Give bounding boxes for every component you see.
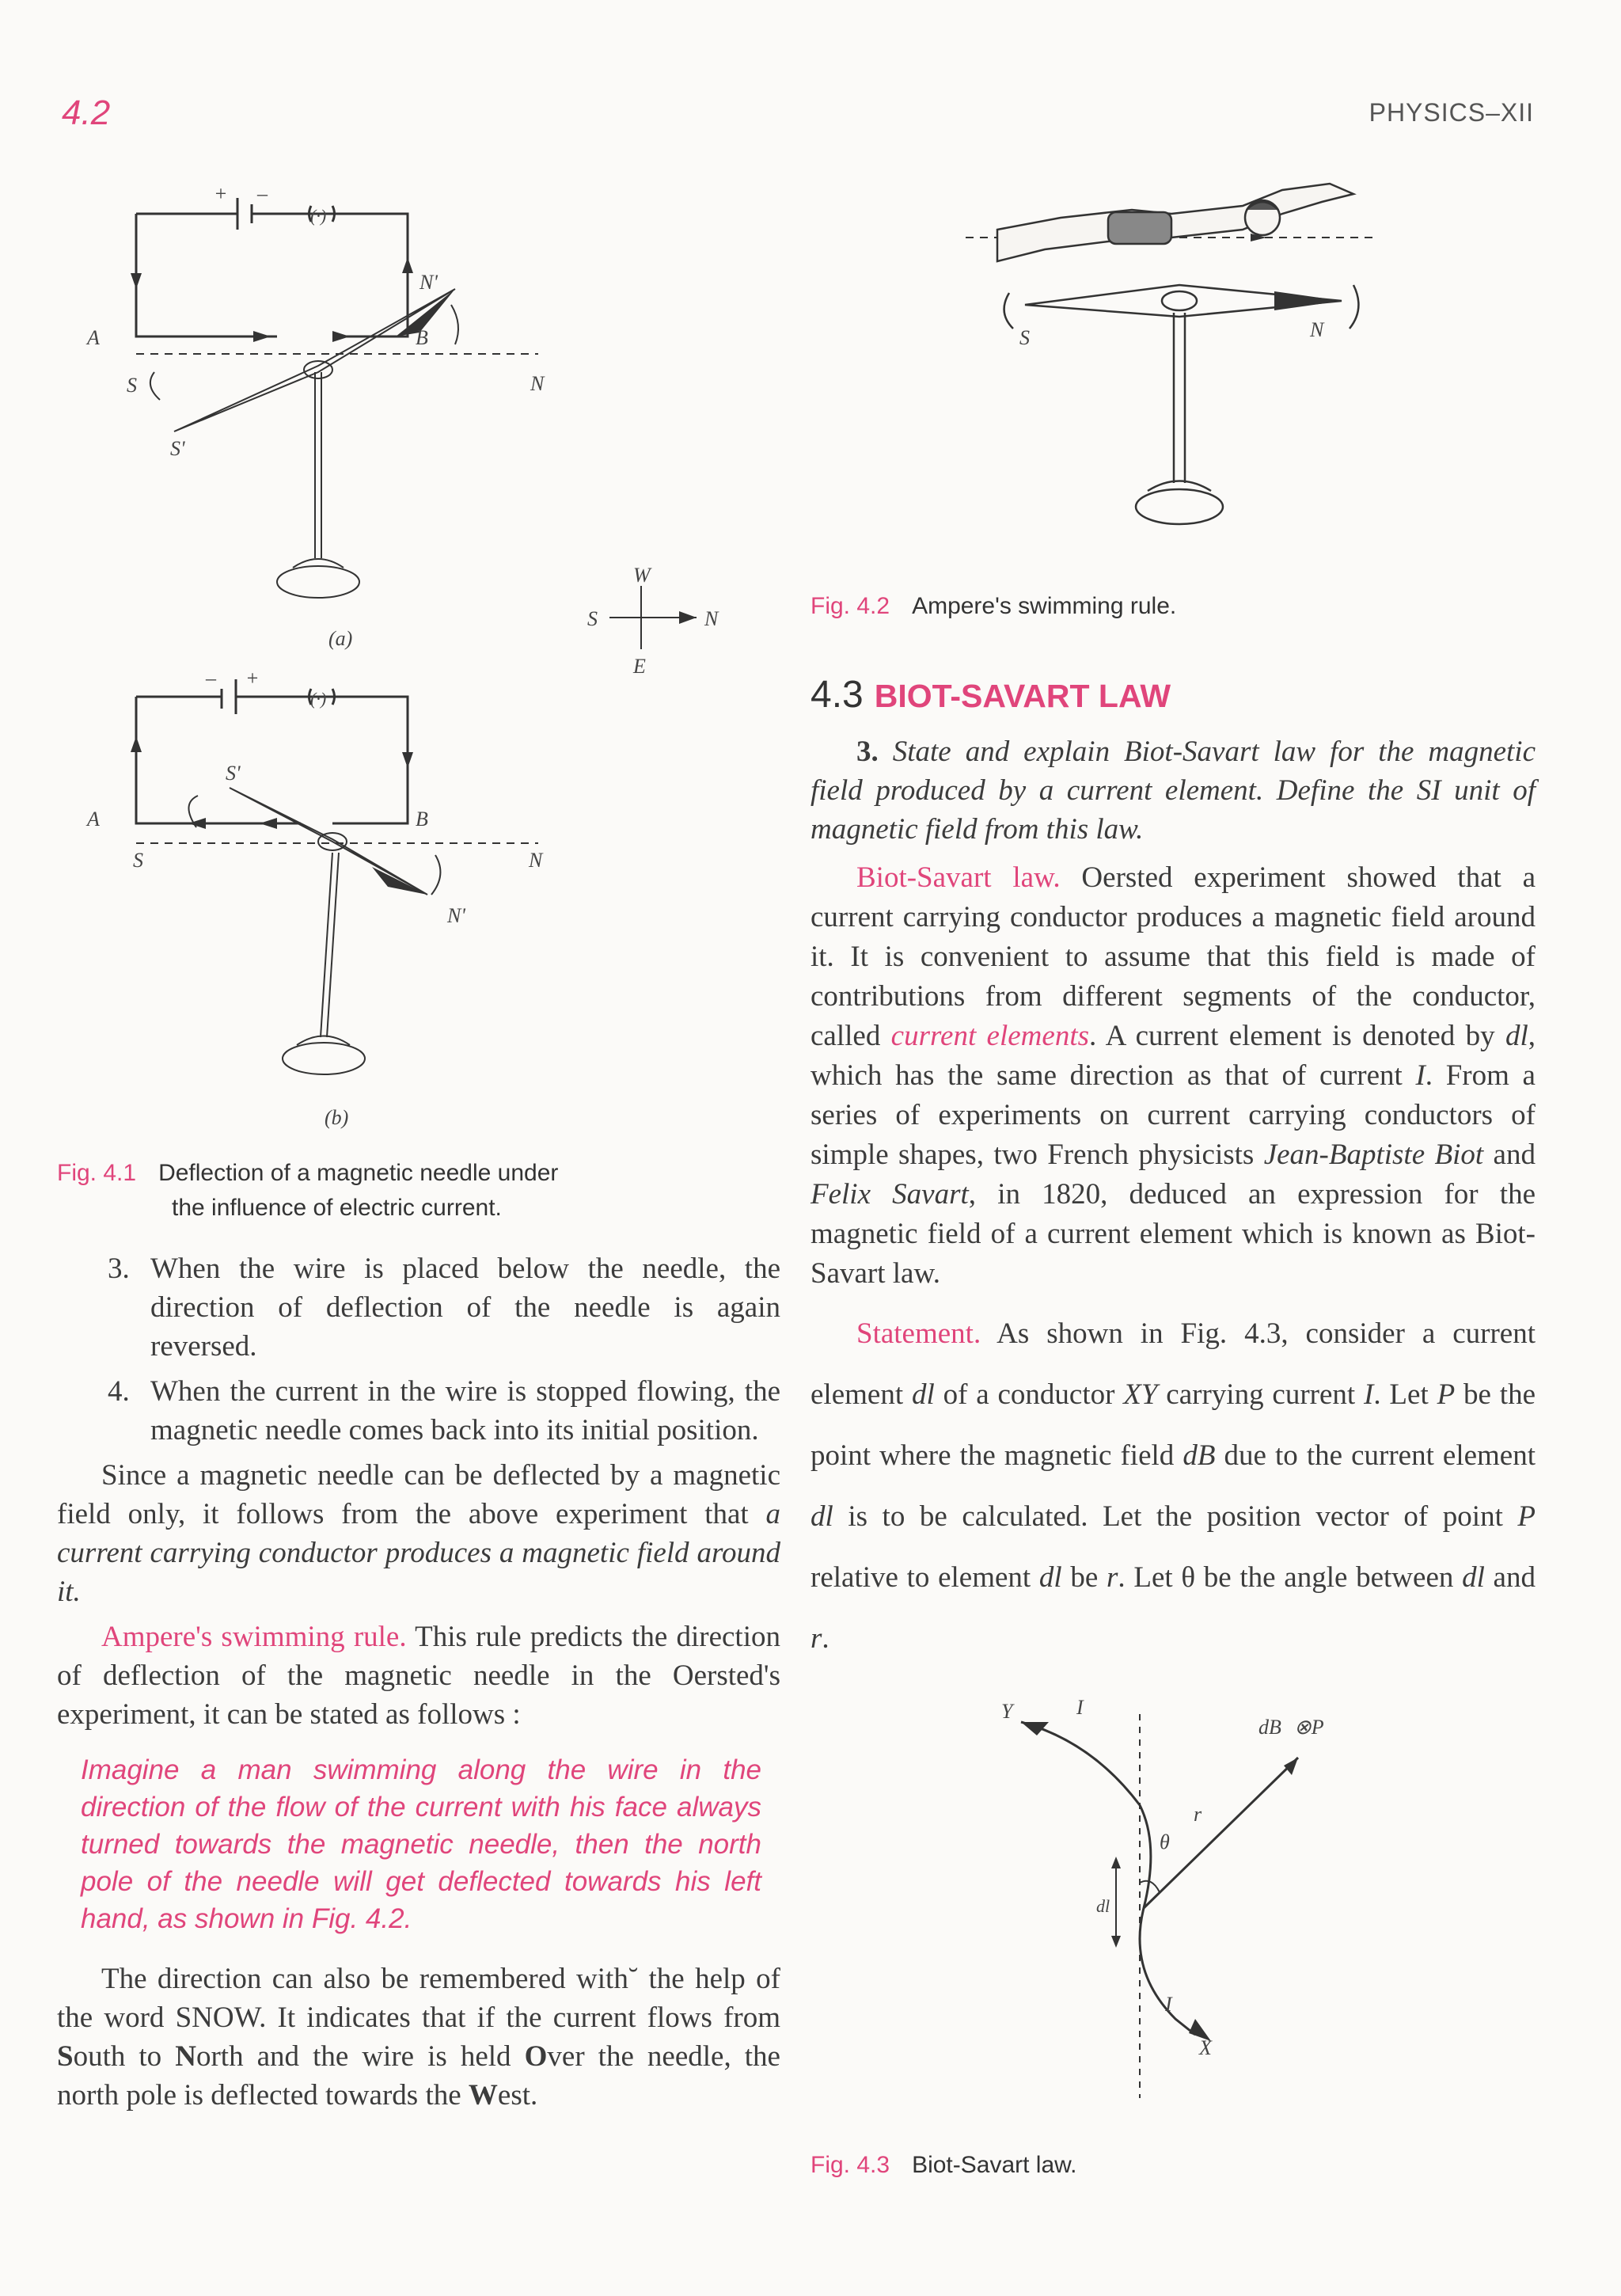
section-title: BIOT-SAVART LAW (874, 678, 1171, 714)
fig43-caption-label: Fig. 4.3 (810, 2152, 890, 2178)
para-conclusion: Since a magnetic needle can be deflected by a magnetic field only, it follows from the above experiment that a current carrying conductor produces a magnetic field around it. (57, 1459, 780, 1608)
fig42-label-N: N (1310, 318, 1324, 341)
para-ampere: Ampere's swimming rule. This rule predicts the direction of deflection of the magnetic needle in the Oersted's experiment, it can be stated as follows : (57, 1621, 780, 1731)
fig43-label-X: X (1199, 2036, 1212, 2059)
fig41b-label-N: N (529, 849, 543, 872)
right-column (810, 732, 1536, 1669)
fig43-caption-text: Biot-Savart law. (912, 2152, 1077, 2178)
list-item: 4. When the current in the wire is stopped flowing, the magnetic needle comes back into its initial position. (108, 1375, 780, 1446)
fig41a-label-N: N (530, 372, 545, 395)
fig41b-label-B: B (416, 808, 428, 831)
fig41-caption-line1: Deflection of a magnetic needle under (158, 1160, 559, 1186)
fig41b-label-S-prime: S' (226, 762, 241, 785)
fig43-caption (810, 2148, 1076, 2183)
ampere-heading: Ampere's swimming rule. (101, 1621, 407, 1653)
fig42-caption-text: Ampere's swimming rule. (912, 593, 1177, 619)
fig43-label-r: r (1194, 1803, 1202, 1826)
fig41-caption-label: Fig. 4.1 (57, 1160, 137, 1186)
fig41-caption-line2: the influence of electric current. (172, 1195, 502, 1221)
page-number: 4.2 (62, 93, 111, 132)
fig41a-label-S-prime: S' (170, 437, 185, 460)
fig41b-label-N-prime: N' (447, 904, 465, 927)
fig42-caption (810, 589, 1176, 624)
statement-heading: Statement. (856, 1317, 981, 1350)
fig41b-label-A: A (87, 808, 100, 831)
para-biot-savart: Biot-Savart law. Oersted experiment showed that a current carrying conductor produces a magnetic field around it. It is convenient to assume that this field is made of contributions from different segments of the conductor, called current elements. A current element is denoted by dl, which has the same direction as that of current I. From a series of experiments on current carrying conductors of simple shapes, two French physicists Jean-Baptiste Biot and Felix Savart, in 1820, deduced an expression for the magnetic field of a current element which is known as Biot-Savart law. (810, 861, 1536, 1290)
fig43-label-dB: dB (1258, 1716, 1281, 1739)
experiment-list (57, 1249, 780, 1450)
fig41b-plus: + (245, 667, 260, 690)
compass-W: W (633, 564, 651, 587)
section-heading (810, 673, 1171, 717)
question: 3. State and explain Biot-Savart law for the magnetic field produced by a current element. Define the SI unit of magnetic field from this law. (810, 736, 1536, 846)
fig41a-label-A: A (87, 326, 100, 349)
list-item: 3. When the wire is placed below the needle, the direction of deflection of the needle is again reversed. (108, 1253, 780, 1363)
fig41a-label-N-prime: N' (419, 271, 438, 294)
section-number: 4.3 (810, 674, 864, 716)
fig41-caption (57, 1156, 769, 1226)
fig43-label-I-top: I (1076, 1696, 1084, 1719)
fig41b-sublabel: (b) (325, 1106, 349, 1129)
fig42-label-S: S (1019, 326, 1030, 349)
fig41b-key: (·) (310, 689, 327, 709)
fig41a-label-S: S (127, 374, 137, 397)
para-statement: Statement. As shown in Fig. 4.3, consider a current element dl of a conductor XY carrying current I. Let P be the point where the magnetic field dB due to the current element dl is to be calculated. Let the position vector of point P relative to element dl be r. Let θ be the angle between dl and r. (810, 1317, 1536, 1655)
fig43-label-Y: Y (1001, 1700, 1013, 1723)
left-column (57, 1249, 780, 2115)
figure-4-2 (950, 174, 1393, 554)
fig43-label-I-bottom: I (1165, 1993, 1172, 2016)
fig41a-sublabel: (a) (328, 627, 353, 650)
compass-S: S (587, 607, 598, 630)
figure-4-1 (87, 178, 760, 1148)
compass-E: E (633, 655, 646, 678)
ampere-rule: Imagine a man swimming along the wire in the direction of the flow of the current with his face always turned towards the magnetic needle, then the north pole of the needle will get deflected towards his left hand, as shown in Fig. 4.2. (81, 1754, 761, 1934)
fig43-label-P: ⊗P (1294, 1716, 1324, 1739)
running-header: PHYSICS–XII (1369, 98, 1534, 127)
fig41b-minus: – (206, 667, 216, 690)
fig41b-label-S: S (133, 849, 143, 872)
para-snow: The direction can also be remembered with˘ the help of the word SNOW. It indicates that if the current flows from South to North and the wire is held Over the needle, the north pole is deflected towards the West. (57, 1963, 780, 2112)
fig41a-plus: + (214, 182, 228, 205)
fig41a-label-B: B (416, 326, 428, 349)
figure-4-3 (981, 1686, 1393, 2098)
fig42-caption-label: Fig. 4.2 (810, 593, 890, 619)
fig43-label-dl: dl (1096, 1896, 1110, 1916)
compass-N: N (704, 607, 719, 630)
fig43-label-theta: θ (1160, 1830, 1170, 1853)
fig41a-key: (·) (310, 206, 327, 226)
fig41a-minus: – (257, 182, 268, 205)
biot-savart-heading: Biot-Savart law. (856, 861, 1061, 894)
